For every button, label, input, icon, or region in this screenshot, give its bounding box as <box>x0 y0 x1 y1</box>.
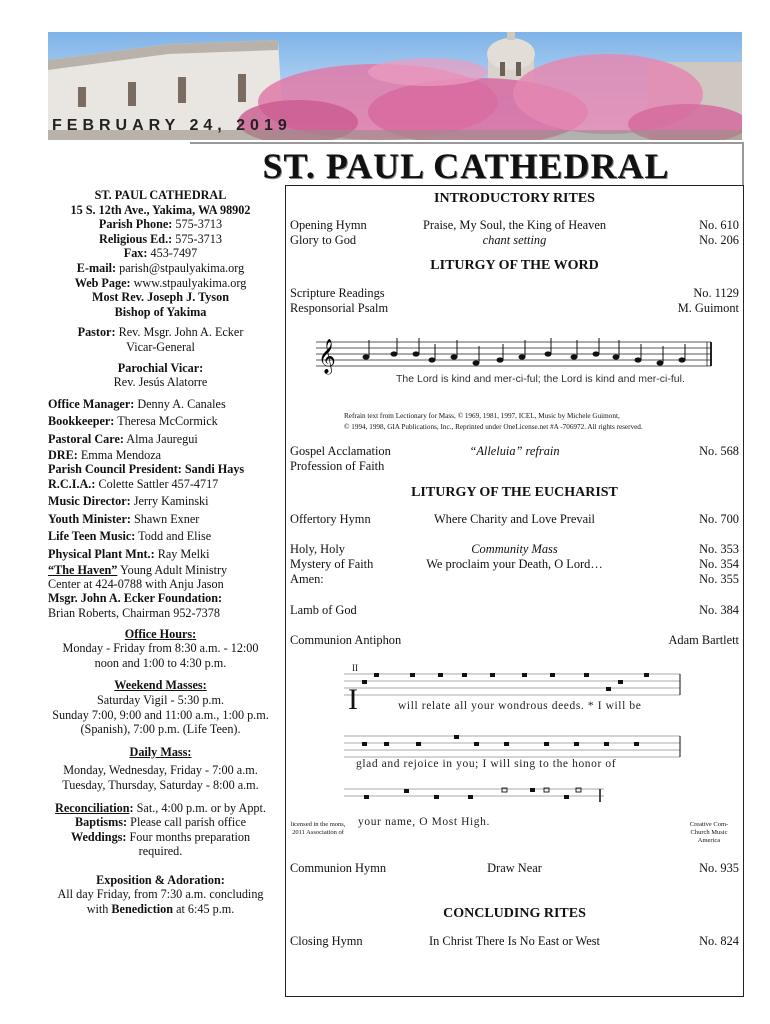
psalm-music-staff <box>316 336 716 376</box>
gospel-label: Gospel Acclamation <box>290 444 391 458</box>
concluding-heading: CONCLUDING RITES <box>443 906 586 921</box>
glory-label: Glory to God <box>290 233 357 247</box>
parish-name: ST. PAUL CATHEDRAL <box>94 188 227 202</box>
gospel-number: No. 568 <box>699 444 739 458</box>
chant-line-1: will relate all your wondrous deeds. * I will be <box>398 700 642 712</box>
bishop-title: Bishop of Yakima <box>114 304 207 319</box>
psalm-lyric: The Lord is kind and mer-ci-ful; the Lord is kind and mer-ci-ful. <box>396 373 685 385</box>
exposition-1: All day Friday, from 7:30 a.m. concluding <box>57 887 264 902</box>
office-hours-label: Office Hours: <box>124 626 197 641</box>
amen-number: No. 355 <box>699 572 739 586</box>
closing-title: In Christ There Is No East or West <box>429 934 600 948</box>
staff-list <box>48 396 273 563</box>
staff-item: Parish Council President: Sandi Hays <box>48 461 245 476</box>
opening-hymn-number: No. 610 <box>699 218 739 232</box>
staff-item: Pastoral Care: Alma Jauregui <box>48 431 198 446</box>
offertory-number: No. 700 <box>699 512 739 526</box>
foundation-chair: Brian Roberts, Chairman 952-7378 <box>48 605 220 620</box>
pastor: Pastor: Rev. Msgr. John A. Ecker <box>77 325 244 340</box>
lamb-number: No. 384 <box>699 603 739 617</box>
psalm-label: Responsorial Psalm <box>290 301 389 315</box>
parish-phone: Parish Phone: 575-3713 <box>98 217 223 232</box>
communion-number: No. 935 <box>699 861 739 875</box>
offertory-label: Offertory Hymn <box>290 512 371 526</box>
psalm-copyright-2: © 1994, 1998, GIA Publications, Inc., Reprinted under OneLicense.net #A -706972. All rights reserved. <box>344 423 643 431</box>
readings-label: Scripture Readings <box>290 286 385 300</box>
mystery-number: No. 354 <box>699 557 739 571</box>
liturgy-program <box>285 185 744 997</box>
communion-label: Communion Hymn <box>290 861 387 875</box>
antiphon-label: Communion Antiphon <box>290 633 402 647</box>
staff-item: Bookkeeper: Theresa McCormick <box>48 414 218 429</box>
staff-item: R.C.I.A.: Colette Sattler 457-4717 <box>48 476 219 491</box>
weddings: Weddings: Four months preparation <box>70 829 251 844</box>
vicar-name: Rev. Jesús Alatorre <box>113 375 208 390</box>
parish-info-column <box>48 188 273 917</box>
chant-line-3: your name, O Most High. <box>358 816 490 828</box>
religious-ed-phone: Religious Ed.: 575-3713 <box>99 231 222 246</box>
chant-notation <box>344 672 684 802</box>
staff-item: Music Director: Jerry Kaminski <box>48 494 209 509</box>
antiphon-composer: Adam Bartlett <box>668 633 739 647</box>
license-left: licensed in the mons, 2011 Association of <box>290 821 346 836</box>
amen-label: Amen: <box>290 572 324 586</box>
intro-rites-heading: INTRODUCTORY RITES <box>434 191 595 206</box>
chant-line-2: glad and rejoice in you; I will sing to the honor of <box>356 758 617 770</box>
holy-title: Community Mass <box>471 542 558 556</box>
chant-mode: II <box>352 663 358 673</box>
psalm-composer: M. Guimont <box>677 301 739 315</box>
weekend-3: (Spanish), 7:00 p.m. (Life Teen). <box>80 722 241 737</box>
license-right: Creative Com- Church Music America <box>689 821 729 844</box>
office-hours-1: Monday - Friday from 8:30 a.m. - 12:00 <box>62 641 259 656</box>
daily-2: Tuesday, Thursday, Saturday - 8:00 a.m. <box>62 777 259 792</box>
staff-item: Youth Minister: Shawn Exner <box>48 511 200 526</box>
mystery-label: Mystery of Faith <box>290 557 374 571</box>
exposition-2: with Benediction at 6:45 p.m. <box>86 902 235 917</box>
exposition-label: Exposition & Adoration: <box>96 872 225 887</box>
closing-label: Closing Hymn <box>290 934 363 948</box>
foundation-label: Msgr. John A. Ecker Foundation: <box>48 590 223 605</box>
pastor-title: Vicar-General <box>126 339 195 354</box>
vicar-label: Parochial Vicar: <box>117 360 204 375</box>
opening-hymn-title: Praise, My Soul, the King of Heaven <box>422 218 607 232</box>
opening-hymn-label: Opening Hymn <box>290 218 367 232</box>
fax: Fax: 453-7497 <box>123 246 198 261</box>
haven: “The Haven” Young Adult Ministry <box>48 562 228 577</box>
eucharist-heading: LITURGY OF THE EUCHARIST <box>411 485 618 500</box>
bulletin-date: FEBRUARY 24, 2019 <box>52 117 292 134</box>
weekend-2: Sunday 7:00, 9:00 and 11:00 a.m., 1:00 p.m. <box>52 707 269 722</box>
web-page[interactable]: Web Page: www.stpaulyakima.org <box>74 275 247 290</box>
baptisms: Baptisms: Please call parish office <box>74 815 247 830</box>
daily-1: Monday, Wednesday, Friday - 7:00 a.m. <box>63 763 258 778</box>
glory-number: No. 206 <box>699 233 739 247</box>
faith-label: Profession of Faith <box>290 459 385 473</box>
daily-mass-label: Daily Mass: <box>129 744 192 759</box>
mystery-title: We proclaim your Death, O Lord… <box>426 557 603 571</box>
staff-item: Life Teen Music: Todd and Elise <box>48 529 212 544</box>
chant-initial: I <box>348 683 358 716</box>
staff-item: Physical Plant Mnt.: Ray Melki <box>48 546 210 561</box>
email[interactable]: E-mail: parish@stpaulyakima.org <box>76 260 245 275</box>
holy-label: Holy, Holy <box>290 542 345 556</box>
offertory-title: Where Charity and Love Prevail <box>433 512 596 526</box>
reconciliation: Reconciliation: Sat., 4:00 p.m. or by Appt. <box>55 800 266 815</box>
weekend-1: Saturday Vigil - 5:30 p.m. <box>96 692 224 707</box>
closing-number: No. 824 <box>699 934 739 948</box>
staff-item: DRE: Emma Mendoza <box>48 447 162 462</box>
staff-item: Office Manager: Denny A. Canales <box>48 396 226 411</box>
glory-setting: chant setting <box>482 233 547 247</box>
psalm-copyright-1: Refrain text from Lectionary for Mass, © 1969, 1981, 1997, ICEL, Music by Michele Guimont, <box>344 412 620 420</box>
lamb-label: Lamb of God <box>290 603 357 617</box>
page-title: ST. PAUL CATHEDRAL <box>190 142 744 186</box>
readings-number: No. 1129 <box>693 286 739 300</box>
parish-address: 15 S. 12th Ave., Yakima, WA 98902 <box>70 202 251 217</box>
holy-number: No. 353 <box>699 542 739 556</box>
svg-text:𝄞: 𝄞 <box>318 339 336 374</box>
gospel-title: “Alleluia” refrain <box>469 444 560 458</box>
weekend-masses-label: Weekend Masses: <box>114 678 207 693</box>
word-heading: LITURGY OF THE WORD <box>430 258 599 273</box>
office-hours-2: noon and 1:00 to 4:30 p.m. <box>94 655 227 670</box>
haven-line2: Center at 424-0788 with Anju Jason <box>48 576 224 591</box>
bishop-name: Most Rev. Joseph J. Tyson <box>91 290 229 305</box>
weddings-2: required. <box>138 844 183 859</box>
communion-title: Draw Near <box>487 861 542 875</box>
